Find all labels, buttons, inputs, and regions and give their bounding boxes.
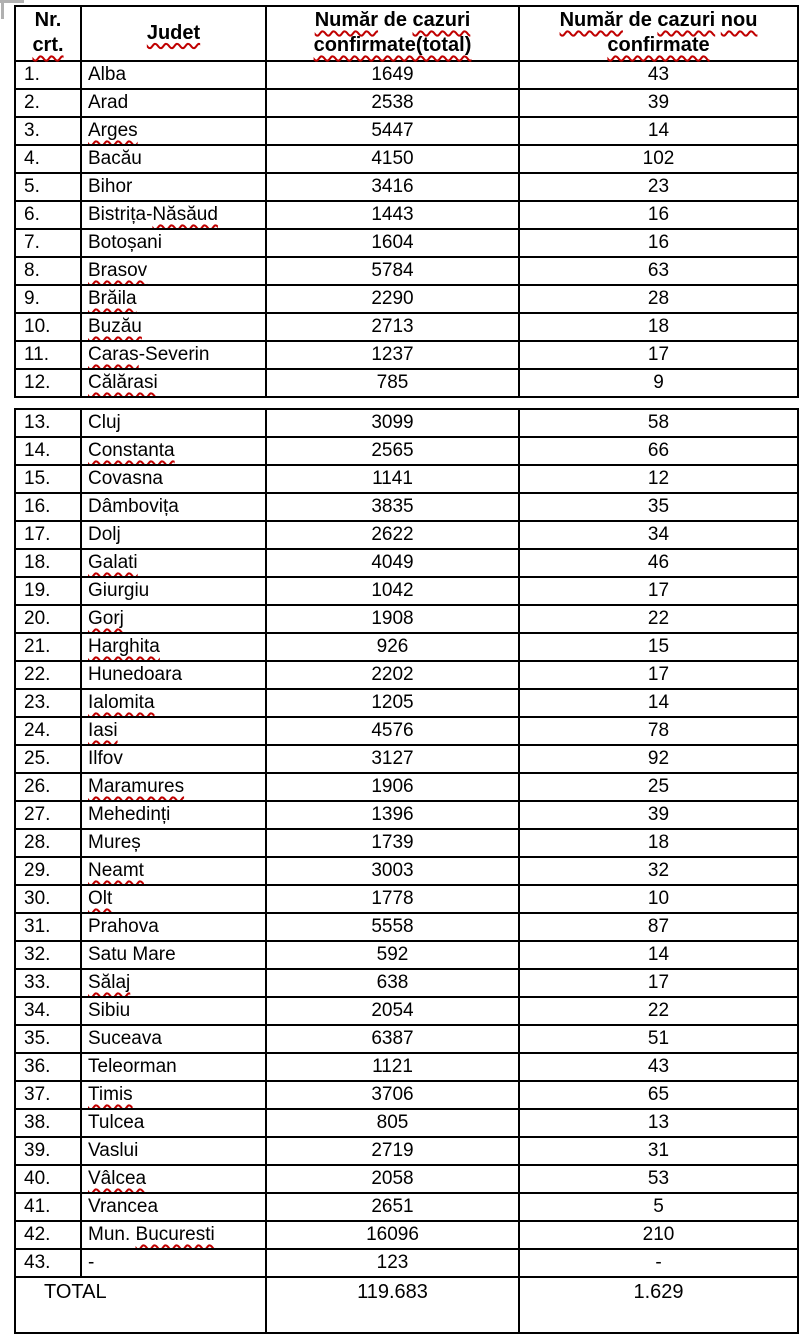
- row-number-cell: 6.: [15, 201, 81, 229]
- total-cases-cell: 805: [266, 1109, 519, 1137]
- total-label-cell: TOTAL: [15, 1277, 266, 1333]
- county-name-cell: [81, 1221, 266, 1249]
- row-number-cell: 2.: [15, 89, 81, 117]
- misspelled-text: confirmate(total): [313, 34, 472, 56]
- row-number-cell: 11.: [15, 341, 81, 369]
- county-name-cell: [81, 201, 266, 229]
- table-row: [15, 285, 798, 313]
- new-cases-cell: 46: [519, 549, 798, 577]
- header-line: [267, 8, 518, 33]
- row-number-cell: 10.: [15, 313, 81, 341]
- county-name-cell: [81, 369, 266, 397]
- table-row: [15, 61, 798, 89]
- table-row: [15, 437, 798, 465]
- table-row: [15, 829, 798, 857]
- table-row: [15, 857, 798, 885]
- total-cases-cell: 1649: [266, 61, 519, 89]
- county-name-cell: [81, 1109, 266, 1137]
- text: Teleorman: [88, 1056, 177, 1077]
- editor-corner-mark-vertical: [1, 0, 4, 19]
- county-name-cell: [81, 493, 266, 521]
- row-number-cell: 13.: [15, 409, 81, 437]
- text: Mureș: [88, 832, 141, 853]
- table-row: [15, 1193, 798, 1221]
- new-cases-cell: 92: [519, 745, 798, 773]
- total-cases-cell: 1443: [266, 201, 519, 229]
- new-cases-cell: 66: [519, 437, 798, 465]
- misspelled-text: Caras: [88, 344, 139, 365]
- row-number-cell: 1.: [15, 61, 81, 89]
- total-cases-cell: 3127: [266, 745, 519, 773]
- text: Vaslui: [88, 1140, 139, 1161]
- misspelled-text: Buzău: [88, 316, 142, 337]
- misspelled-text: Călărasi: [88, 372, 158, 393]
- total-cases-cell: 2202: [266, 661, 519, 689]
- row-number-cell: 35.: [15, 1025, 81, 1053]
- county-name-cell: [81, 997, 266, 1025]
- new-cases-cell: 35: [519, 493, 798, 521]
- table-row: [15, 89, 798, 117]
- county-name-cell: [81, 661, 266, 689]
- text: Covasna: [88, 468, 163, 489]
- text: Dolj: [88, 524, 121, 545]
- total-cases-cell: 4049: [266, 549, 519, 577]
- row-number-cell: 9.: [15, 285, 81, 313]
- row-number-cell: 7.: [15, 229, 81, 257]
- text: de: [622, 9, 658, 31]
- county-name-cell: [81, 941, 266, 969]
- total-cases-cell: 926: [266, 633, 519, 661]
- table-row: [15, 229, 798, 257]
- text: Nr.: [34, 9, 62, 31]
- county-name-cell: [81, 285, 266, 313]
- row-number-cell: 14.: [15, 437, 81, 465]
- text: Mun.: [88, 1224, 136, 1245]
- new-cases-cell: 31: [519, 1137, 798, 1165]
- misspelled-text: Ialomita: [88, 692, 155, 713]
- table-row: [15, 1221, 798, 1249]
- misspelled-text: crt.: [32, 34, 64, 56]
- row-number-cell: 43.: [15, 1249, 81, 1277]
- table-row: [15, 997, 798, 1025]
- row-number-cell: 19.: [15, 577, 81, 605]
- misspelled-text: Constanta: [88, 440, 175, 461]
- total-cases-cell: 16096: [266, 1221, 519, 1249]
- misspelled-text: Timis: [88, 1084, 133, 1105]
- county-name-cell: [81, 801, 266, 829]
- total-cases-cell: 1778: [266, 885, 519, 913]
- total-cases-cell: 5784: [266, 257, 519, 285]
- total-cases-cell: 592: [266, 941, 519, 969]
- row-number-cell: 18.: [15, 549, 81, 577]
- misspelled-text: Brasov: [88, 260, 148, 281]
- row-number-cell: 12.: [15, 369, 81, 397]
- misspelled-text: Maramures: [88, 776, 185, 797]
- county-name-cell: [81, 89, 266, 117]
- header-line: [16, 33, 80, 58]
- county-name-cell: [81, 577, 266, 605]
- total-cases-cell: 1205: [266, 689, 519, 717]
- new-cases-cell: 58: [519, 409, 798, 437]
- county-name-cell: [81, 717, 266, 745]
- new-cases-cell: 14: [519, 689, 798, 717]
- row-number-cell: 8.: [15, 257, 81, 285]
- new-cases-cell: 34: [519, 521, 798, 549]
- header-row: [15, 6, 798, 61]
- text: Sibiu: [88, 1000, 131, 1021]
- total-cases-cell: 1908: [266, 605, 519, 633]
- total-cases-cell: 1604: [266, 229, 519, 257]
- new-cases-cell: 23: [519, 173, 798, 201]
- total-cases-cell: 1739: [266, 829, 519, 857]
- new-cases-cell: 28: [519, 285, 798, 313]
- total-cases-cell: 2058: [266, 1165, 519, 1193]
- county-name-cell: [81, 61, 266, 89]
- new-cases-cell: -: [519, 1249, 798, 1277]
- row-number-cell: 15.: [15, 465, 81, 493]
- misspelled-text: cazuri: [412, 9, 471, 31]
- total-cases-cell: 3416: [266, 173, 519, 201]
- county-name-cell: [81, 605, 266, 633]
- new-cases-cell: 39: [519, 801, 798, 829]
- text: Bacău: [88, 148, 142, 169]
- table-row: [15, 117, 798, 145]
- row-number-cell: 42.: [15, 1221, 81, 1249]
- county-name-cell: [81, 689, 266, 717]
- header-new-cases: [519, 6, 798, 61]
- total-row: [15, 1277, 798, 1333]
- total-cases-cell: 3003: [266, 857, 519, 885]
- row-number-cell: 38.: [15, 1109, 81, 1137]
- text: Prahova: [88, 916, 159, 937]
- new-cases-cell: 14: [519, 117, 798, 145]
- header-line: [16, 8, 80, 33]
- misspelled-text: Bucuresti: [135, 1224, 215, 1245]
- new-cases-cell: 16: [519, 229, 798, 257]
- county-name-cell: [81, 857, 266, 885]
- total-cases-cell: 638: [266, 969, 519, 997]
- new-cases-cell: 18: [519, 313, 798, 341]
- header-line: [520, 8, 797, 33]
- header-line: [267, 33, 518, 58]
- misspelled-text: Galati: [88, 552, 138, 573]
- misspelled-text: Olt: [88, 888, 113, 909]
- new-cases-cell: 65: [519, 1081, 798, 1109]
- county-name-cell: [81, 913, 266, 941]
- county-name-cell: [81, 257, 266, 285]
- text: Bihor: [88, 176, 133, 197]
- total-cases-cell: 1396: [266, 801, 519, 829]
- table-row: [15, 745, 798, 773]
- row-number-cell: 30.: [15, 885, 81, 913]
- header-nr-crt: [15, 6, 81, 61]
- table-header: [15, 6, 798, 61]
- county-name-cell: [81, 1137, 266, 1165]
- county-name-cell: [81, 409, 266, 437]
- new-cases-cell: 43: [519, 1053, 798, 1081]
- table-row: [15, 1165, 798, 1193]
- table-row: [15, 1025, 798, 1053]
- table-row: [15, 941, 798, 969]
- total-cases-cell: 3706: [266, 1081, 519, 1109]
- table-row: [15, 1249, 798, 1277]
- table-row: [15, 369, 798, 397]
- new-cases-cell: 87: [519, 913, 798, 941]
- county-name-cell: [81, 633, 266, 661]
- text: Botoșani: [88, 232, 162, 253]
- text: -: [88, 1252, 95, 1273]
- new-cases-cell: 13: [519, 1109, 798, 1137]
- county-name-cell: [81, 437, 266, 465]
- total-cases-cell: 2713: [266, 313, 519, 341]
- misspelled-text: Număr: [559, 9, 623, 31]
- new-cases-cell: 17: [519, 969, 798, 997]
- text: Ilfov: [88, 748, 123, 769]
- new-cases-cell: 22: [519, 997, 798, 1025]
- row-number-cell: 27.: [15, 801, 81, 829]
- total-cases-cell: 2538: [266, 89, 519, 117]
- text: Cluj: [88, 412, 121, 433]
- table-row: [15, 801, 798, 829]
- total-cases-cell: 6387: [266, 1025, 519, 1053]
- total-cases-cell: 2651: [266, 1193, 519, 1221]
- text: Satu Mare: [88, 944, 176, 965]
- table-row: [15, 201, 798, 229]
- misspelled-text: Judet: [146, 21, 201, 44]
- text: Mehedinți: [88, 804, 171, 825]
- new-cases-cell: 18: [519, 829, 798, 857]
- misspelled-text: Gorj: [88, 608, 124, 629]
- county-name-cell: [81, 1081, 266, 1109]
- table-row: [15, 633, 798, 661]
- new-cases-cell: 63: [519, 257, 798, 285]
- total-cases-cell: 4576: [266, 717, 519, 745]
- text: Tulcea: [88, 1112, 145, 1133]
- total-cases-cell: 1121: [266, 1053, 519, 1081]
- new-cases-cell: 39: [519, 89, 798, 117]
- new-cases-cell: 17: [519, 577, 798, 605]
- table-row: [15, 717, 798, 745]
- table-row: [15, 577, 798, 605]
- table-row: [15, 257, 798, 285]
- table-row: [15, 773, 798, 801]
- county-name-cell: [81, 173, 266, 201]
- cases-table-part-2: [14, 408, 799, 1334]
- county-name-cell: [81, 341, 266, 369]
- text: Vrancea: [88, 1196, 159, 1217]
- county-name-cell: [81, 313, 266, 341]
- table-row: [15, 465, 798, 493]
- county-name-cell: [81, 549, 266, 577]
- header-judet: [81, 6, 266, 61]
- total-cases-cell: 1237: [266, 341, 519, 369]
- misspelled-text: confirmate: [607, 34, 710, 56]
- county-name-cell: [81, 969, 266, 997]
- text: Bistrița-: [88, 204, 153, 225]
- total-cases-cell: 785: [266, 369, 519, 397]
- table-row: [15, 341, 798, 369]
- new-cases-cell: 22: [519, 605, 798, 633]
- county-name-cell: [81, 145, 266, 173]
- misspelled-text: Brăila: [88, 288, 137, 309]
- table-row: [15, 885, 798, 913]
- table-row: [15, 549, 798, 577]
- misspelled-text: Număr: [314, 9, 379, 31]
- county-name-cell: [81, 1053, 266, 1081]
- new-cases-cell: 102: [519, 145, 798, 173]
- row-number-cell: 33.: [15, 969, 81, 997]
- header-total-cases: [266, 6, 519, 61]
- table-row: [15, 1109, 798, 1137]
- new-cases-cell: 25: [519, 773, 798, 801]
- county-name-cell: [81, 773, 266, 801]
- total-cases-cell: 2565: [266, 437, 519, 465]
- text: Alba: [88, 64, 127, 85]
- new-cases-cell: 17: [519, 661, 798, 689]
- table-row: [15, 913, 798, 941]
- total-cases-cell: 123: [266, 1249, 519, 1277]
- table-row: [15, 173, 798, 201]
- row-number-cell: 34.: [15, 997, 81, 1025]
- row-number-cell: 22.: [15, 661, 81, 689]
- text: de: [378, 9, 413, 31]
- row-number-cell: 31.: [15, 913, 81, 941]
- misspelled-text: Sălaj: [88, 972, 131, 993]
- county-name-cell: [81, 229, 266, 257]
- table-row: [15, 521, 798, 549]
- misspelled-text: cazuri: [657, 9, 716, 31]
- row-number-cell: 26.: [15, 773, 81, 801]
- table-row: [15, 661, 798, 689]
- county-name-cell: [81, 885, 266, 913]
- new-cases-sum-cell: 1.629: [519, 1277, 798, 1333]
- new-cases-cell: 9: [519, 369, 798, 397]
- row-number-cell: 21.: [15, 633, 81, 661]
- new-cases-cell: 78: [519, 717, 798, 745]
- row-number-cell: 29.: [15, 857, 81, 885]
- misspelled-text: Vâlcea: [88, 1168, 147, 1189]
- row-number-cell: 40.: [15, 1165, 81, 1193]
- cases-table-part-1: [14, 5, 799, 398]
- table-row: [15, 409, 798, 437]
- new-cases-cell: 53: [519, 1165, 798, 1193]
- table-row: [15, 605, 798, 633]
- table-row: [15, 145, 798, 173]
- total-cases-cell: 2290: [266, 285, 519, 313]
- text: Dâmbovița: [88, 496, 179, 517]
- table-row: [15, 689, 798, 717]
- table-row: [15, 1137, 798, 1165]
- row-number-cell: 41.: [15, 1193, 81, 1221]
- row-number-cell: 23.: [15, 689, 81, 717]
- misspelled-text: Iasi: [88, 720, 118, 741]
- county-name-cell: [81, 465, 266, 493]
- row-number-cell: 32.: [15, 941, 81, 969]
- text: Suceava: [88, 1028, 162, 1049]
- table-row: [15, 313, 798, 341]
- table-row: [15, 493, 798, 521]
- county-name-cell: [81, 521, 266, 549]
- new-cases-cell: 210: [519, 1221, 798, 1249]
- text: Hunedoara: [88, 664, 183, 685]
- misspelled-text: Harghita: [88, 636, 160, 657]
- total-cases-cell: 2719: [266, 1137, 519, 1165]
- text: Arad: [88, 92, 129, 113]
- total-cases-cell: 2622: [266, 521, 519, 549]
- new-cases-cell: 17: [519, 341, 798, 369]
- table-row: [15, 1081, 798, 1109]
- row-number-cell: 37.: [15, 1081, 81, 1109]
- header-line: [520, 33, 797, 58]
- total-cases-cell: 1141: [266, 465, 519, 493]
- total-cases-sum-cell: 119.683: [266, 1277, 519, 1333]
- county-name-cell: [81, 1249, 266, 1277]
- misspelled-text: Arges: [88, 120, 138, 141]
- new-cases-cell: 14: [519, 941, 798, 969]
- text: -Severin: [138, 344, 210, 365]
- total-cases-cell: 4150: [266, 145, 519, 173]
- total-cases-cell: 3835: [266, 493, 519, 521]
- county-name-cell: [81, 1193, 266, 1221]
- new-cases-cell: 32: [519, 857, 798, 885]
- row-number-cell: 20.: [15, 605, 81, 633]
- table-row: [15, 1053, 798, 1081]
- header-line: [82, 21, 265, 46]
- new-cases-cell: 51: [519, 1025, 798, 1053]
- new-cases-cell: 16: [519, 201, 798, 229]
- county-name-cell: [81, 829, 266, 857]
- new-cases-cell: 10: [519, 885, 798, 913]
- new-cases-cell: 15: [519, 633, 798, 661]
- row-number-cell: 28.: [15, 829, 81, 857]
- row-number-cell: 36.: [15, 1053, 81, 1081]
- total-cases-cell: 1042: [266, 577, 519, 605]
- table-row: [15, 969, 798, 997]
- total-cases-cell: 5558: [266, 913, 519, 941]
- new-cases-cell: 5: [519, 1193, 798, 1221]
- county-name-cell: [81, 1165, 266, 1193]
- row-number-cell: 3.: [15, 117, 81, 145]
- county-name-cell: [81, 1025, 266, 1053]
- total-cases-cell: 1906: [266, 773, 519, 801]
- misspelled-text: Neamt: [88, 860, 144, 881]
- text: Giurgiu: [88, 580, 150, 601]
- new-cases-cell: 12: [519, 465, 798, 493]
- row-number-cell: 5.: [15, 173, 81, 201]
- row-number-cell: 16.: [15, 493, 81, 521]
- total-cases-cell: 5447: [266, 117, 519, 145]
- row-number-cell: 39.: [15, 1137, 81, 1165]
- row-number-cell: 4.: [15, 145, 81, 173]
- row-number-cell: 25.: [15, 745, 81, 773]
- total-cases-cell: 3099: [266, 409, 519, 437]
- misspelled-text: nou: [720, 9, 758, 31]
- total-cases-cell: 2054: [266, 997, 519, 1025]
- county-name-cell: [81, 117, 266, 145]
- row-number-cell: 24.: [15, 717, 81, 745]
- row-number-cell: 17.: [15, 521, 81, 549]
- new-cases-cell: 43: [519, 61, 798, 89]
- misspelled-text: Năsăud: [152, 204, 218, 225]
- county-name-cell: [81, 745, 266, 773]
